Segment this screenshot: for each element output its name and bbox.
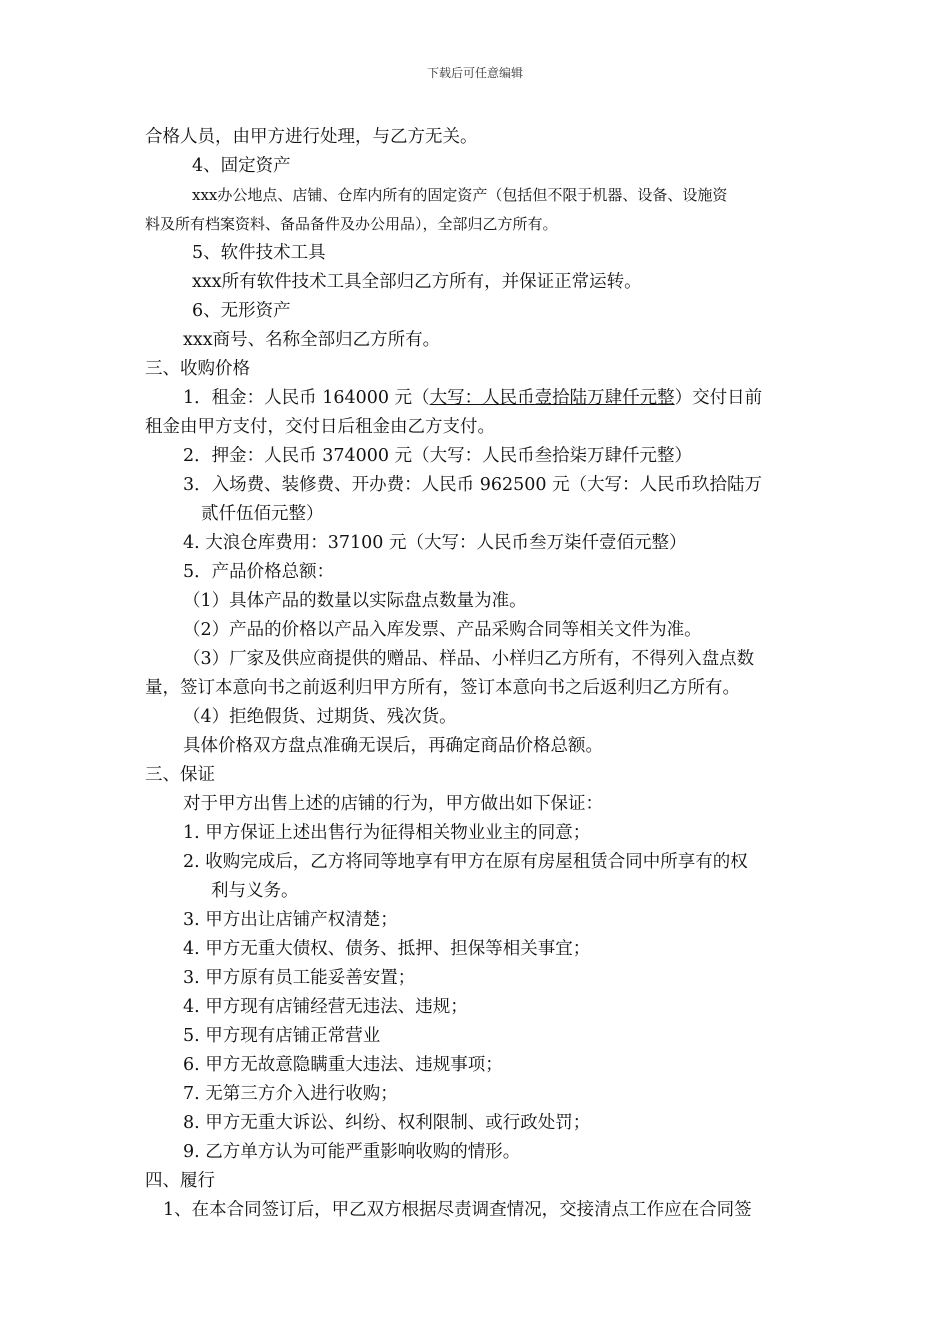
list-item: 4. 甲方现有店铺经营无违法、违规； — [183, 997, 468, 1017]
text-line: 合格人员，由甲方进行处理，与乙方无关。 — [145, 127, 478, 147]
text-line: （3）厂家及供应商提供的赠品、样品、小样归乙方所有，不得列入盘点数 — [183, 649, 755, 669]
text-line: 1、在本合同签订后，甲乙双方根据尽责调查情况，交接清点工作应在合同签 — [163, 1200, 752, 1220]
page-header: 下载后可任意编辑 — [426, 66, 523, 80]
text-segment: ）交付日前 — [674, 388, 763, 408]
list-item: 6. 甲方无故意隐瞒重大违法、违规事项； — [183, 1055, 503, 1075]
section-heading: 四、履行 — [145, 1171, 215, 1191]
text-line: xxx所有软件技术工具全部归乙方所有，并保证正常运转。 — [192, 272, 642, 292]
text-line: （1）具体产品的数量以实际盘点数量为准。 — [183, 591, 527, 611]
section-heading: 三、保证 — [145, 765, 215, 785]
text-line: 5．产品价格总额： — [183, 562, 335, 582]
text-line — [183, 386, 762, 410]
text-segment: 1．租金：人民币 164000 元（ — [183, 388, 430, 408]
list-item: 4. 甲方无重大债权、债务、抵押、担保等相关事宜； — [183, 939, 591, 959]
section-heading: 6、无形资产 — [192, 301, 291, 321]
list-item: 利与义务。 — [211, 881, 299, 901]
text-line: 3．入场费、装修费、开办费：人民币 962500 元（大写：人民币玖拾陆万 — [183, 475, 763, 495]
text-line: 租金由甲方支付，交付日后租金由乙方支付。 — [145, 417, 495, 437]
section-heading: 4、固定资产 — [192, 156, 291, 176]
list-item: 7. 无第三方介入进行收购； — [183, 1084, 398, 1104]
text-line: 4. 大浪仓库费用：37100 元（大写：人民币叁万柒仟壹佰元整） — [183, 533, 687, 553]
text-line: 具体价格双方盘点准确无误后，再确定商品价格总额。 — [183, 736, 603, 756]
list-item: 9. 乙方单方认为可能严重影响收购的情形。 — [183, 1142, 521, 1162]
text-line: 对于甲方出售上述的店铺的行为，甲方做出如下保证： — [183, 794, 603, 814]
section-heading: 5、软件技术工具 — [192, 243, 326, 263]
list-item: 5. 甲方现有店铺正常营业 — [183, 1026, 381, 1046]
text-line: 量，签订本意向书之前返利归甲方所有，签订本意向书之后返利归乙方所有。 — [145, 678, 740, 698]
text-line: xxx商号、名称全部归乙方所有。 — [183, 330, 441, 350]
list-item: 3. 甲方原有员工能妥善安置； — [183, 968, 416, 988]
list-item: 2. 收购完成后，乙方将同等地享有甲方在原有房屋租赁合同中所享有的权 — [183, 852, 748, 872]
text-line: 料及所有档案资料、备品备件及办公用品），全部归乙方所有。 — [145, 215, 558, 233]
underlined-amount: 大写：人民币壹拾陆万肆仟元整 — [429, 388, 675, 408]
text-line: 2．押金：人民币 374000 元（大写：人民币叁拾柒万肆仟元整） — [183, 446, 693, 466]
section-heading: 三、收购价格 — [145, 359, 250, 379]
list-item: 1. 甲方保证上述出售行为征得相关物业业主的同意； — [183, 823, 591, 843]
list-item: 3. 甲方出让店铺产权清楚； — [183, 910, 398, 930]
text-line: （2）产品的价格以产品入库发票、产品采购合同等相关文件为准。 — [183, 620, 702, 640]
list-item: 8. 甲方无重大诉讼、纠纷、权利限制、或行政处罚； — [183, 1113, 591, 1133]
text-line: xxx办公地点、店铺、仓库内所有的固定资产（包括但不限于机器、设备、设施资 — [192, 186, 728, 204]
text-line: 贰仟伍佰元整） — [201, 504, 324, 524]
text-line: （4）拒绝假货、过期货、残次货。 — [183, 707, 457, 727]
